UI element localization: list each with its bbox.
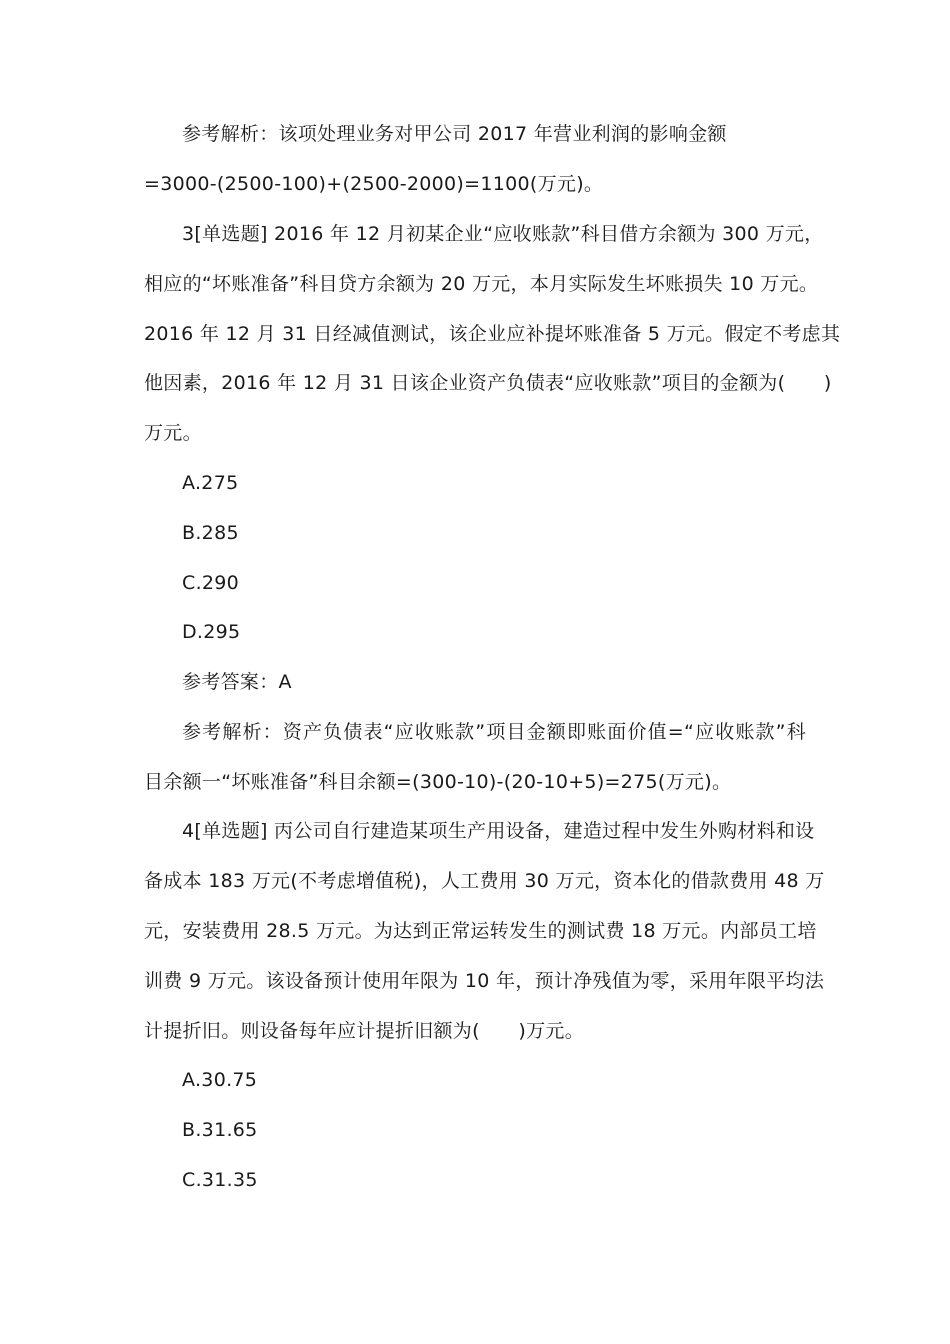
- q3-question-line-2: 相应的“坏账准备”科目贷方余额为 20 万元，本月实际发生坏账损失 10 万元。: [144, 273, 819, 295]
- q3-option-b: B.285: [182, 522, 239, 544]
- q3-question-line-5: 万元。: [144, 422, 202, 444]
- prev-analysis-line-1: 参考解析：该项处理业务对甲公司 2017 年营业利润的影响金额: [182, 123, 727, 145]
- q3-option-d: D.295: [182, 621, 241, 643]
- q3-question-line-4: 他因素，2016 年 12 月 31 日该企业资产负债表“应收账款”项目的金额为( ): [144, 372, 832, 394]
- q3-option-a: A.275: [182, 472, 239, 494]
- q4-question-line-2: 备成本 183 万元(不考虑增值税)，人工费用 30 万元，资本化的借款费用 48 万: [144, 870, 825, 892]
- q3-analysis-line-1: 参考解析：资产负债表“应收账款”项目金额即账面价值=“应收账款”科: [182, 721, 806, 743]
- q3-answer: 参考答案：A: [182, 671, 292, 693]
- q4-option-b: B.31.65: [182, 1119, 258, 1141]
- q3-question-line-3: 2016 年 12 月 31 日经减值测试，该企业应补提坏账准备 5 万元。假定不考虑其: [144, 323, 841, 345]
- q3-analysis-line-2: 目余额一“坏账准备”科目余额=(300-10)-(20-10+5)=275(万元)。: [144, 771, 732, 793]
- q3-question-line-1: 3[单选题] 2016 年 12 月初某企业“应收账款”科目借方余额为 300 万元，: [182, 223, 824, 245]
- q4-question-line-3: 元，安装费用 28.5 万元。为达到正常运转发生的测试费 18 万元。内部员工培: [144, 920, 817, 942]
- q3-option-c: C.290: [182, 572, 240, 594]
- prev-analysis-line-2: =3000-(2500-100)+(2500-2000)=1100(万元)。: [144, 173, 604, 195]
- q4-question-line-4: 训费 9 万元。该设备预计使用年限为 10 年，预计净残值为零，采用年限平均法: [144, 970, 825, 992]
- q4-question-line-5: 计提折旧。则设备每年应计提折旧额为( )万元。: [144, 1020, 585, 1042]
- q4-option-c: C.31.35: [182, 1169, 258, 1191]
- q4-option-a: A.30.75: [182, 1069, 258, 1091]
- q4-question-line-1: 4[单选题] 丙公司自行建造某项生产用设备，建造过程中发生外购材料和设: [182, 820, 815, 842]
